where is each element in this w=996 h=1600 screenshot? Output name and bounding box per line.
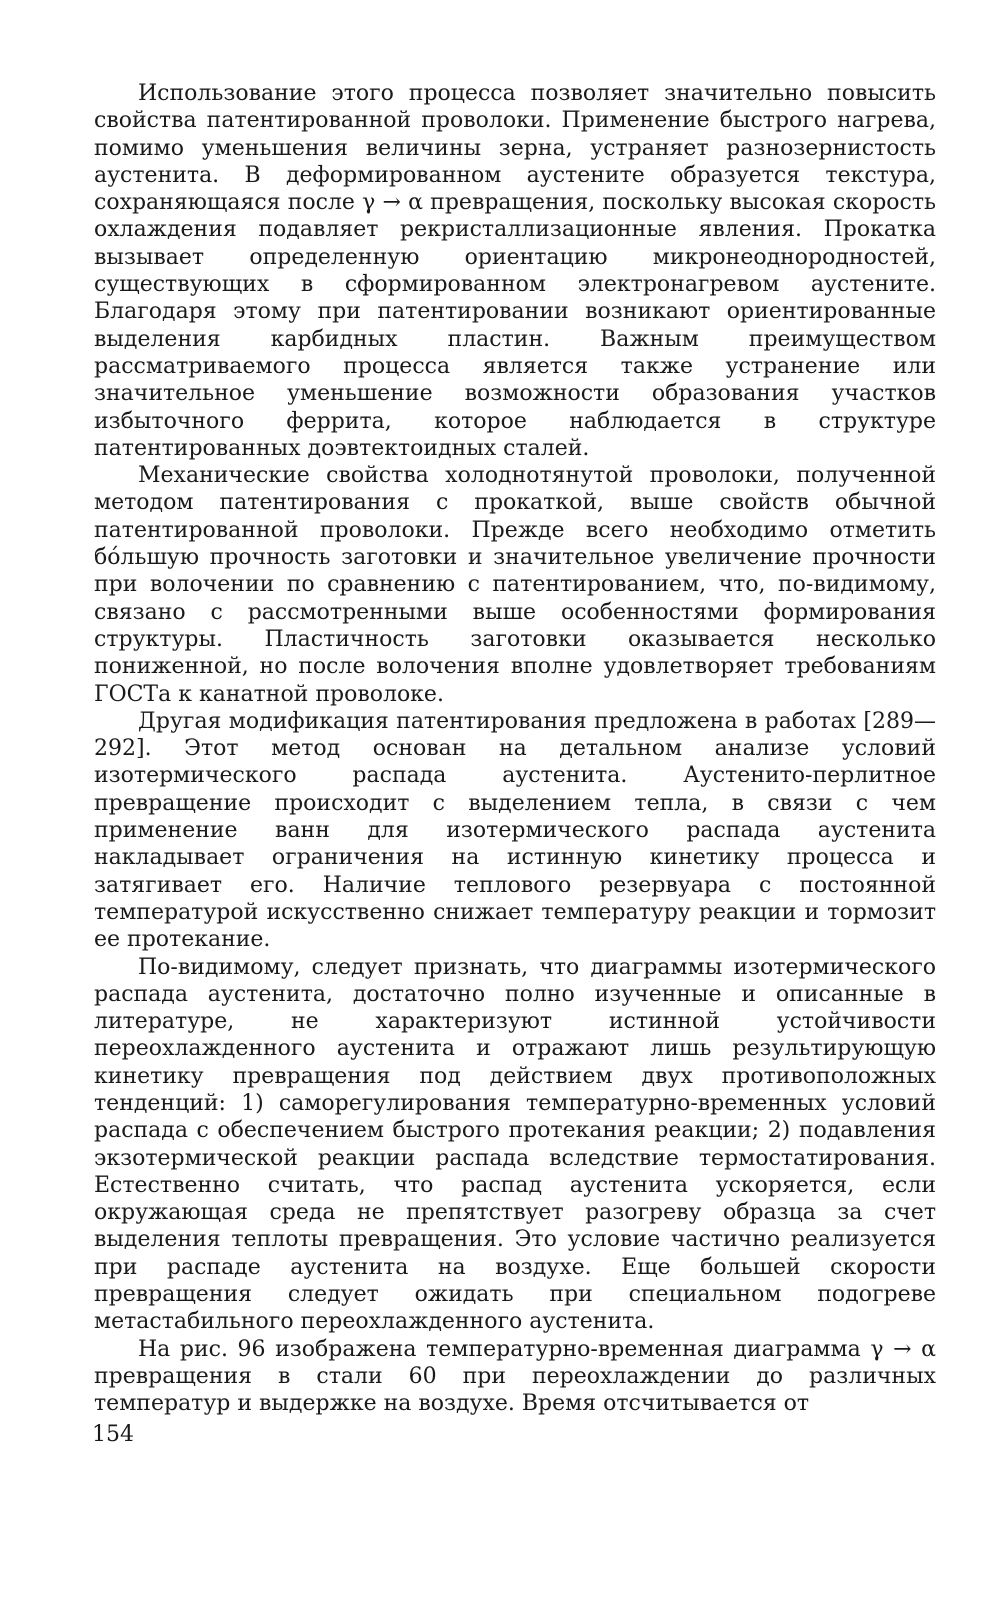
- paragraph-2: Механические свойства холоднотянутой проволоки, полученной методом патентирования с прокаткой, выше свойств обычной патентированной проволоки. Прежде всего необходимо отметить бо́льшую прочность заготовки и значительное увеличение прочности при волочении по сравнению с патентированием, что, по-видимому, связано с рассмотренными выше особенностями формирования структуры. Пластичность заготовки оказывается несколько пониженной, но после волочения вполне удовлетворяет требованиям ГОСТа к канатной проволоке.: [94, 463, 936, 707]
- paragraph-1: Использование этого процесса позволяет значительно повысить свойства патентированной проволоки. Применение быстрого нагрева, помимо уменьшения величины зерна, устраняет разнозернистость аустенита. В деформированном аустените образуется текстура, сохраняющаяся после γ → α превращения, поскольку высокая скорость охлаждения подавляет рекристаллизационные явления. Прокатка вызывает определенную ориентацию микронеоднородностей, существующих в сформированном электронагревом аустените. Благодаря этому при патентировании возникают ориентированные выделения карбидных пластин. Важным преимуществом рассматриваемого процесса является также устранение или значительное уменьшение возможности образования участков избыточного феррита, которое наблюдается в структуре патентированных доэвтектоидных сталей.: [94, 81, 936, 461]
- paragraph-3: Другая модификация патентирования предложена в работах [289—292]. Этот метод основан на детальном анализе условий изотермического распада аустенита. Аустенито-перлитное превращение происходит с выделением тепла, в связи с чем применение ванн для изотермического распада аустенита накладывает ограничения на истинную кинетику процесса и затягивает его. Наличие теплового резервуара с постоянной температурой искусственно снижает температуру реакции и тормозит ее протекание.: [94, 708, 936, 953]
- paragraph-5: На рис. 96 изображена температурно-временная диаграмма γ → α превращения в стали 60 при переохлаждении до различных температур и выдержке на воздухе. Время отсчитывается от: [94, 1336, 936, 1417]
- page-number: 154: [92, 1422, 134, 1447]
- paragraph-4: По-видимому, следует признать, что диаграммы изотермического распада аустенита, достаточно полно изученные и описанные в литературе, не характеризуют истинной устойчивости переохлажденного аустенита и отражают лишь результирующую кинетику превращения под действием двух противоположных тенденций: 1) саморегулирования температурно-временных условий распада с обеспечением быстрого протекания реакции; 2) подавления экзотермической реакции распада вследствие термостатирования. Естественно считать, что распад аустенита ускоряется, если окружающая среда не препятствует разогреву образца за счет выделения теплоты превращения. Это условие частично реализуется при распаде аустенита на воздухе. Еще большей скорости превращения следует ожидать при специальном подогреве метастабильного переохлажденного аустенита.: [94, 954, 936, 1335]
- page-body: [94, 80, 936, 1418]
